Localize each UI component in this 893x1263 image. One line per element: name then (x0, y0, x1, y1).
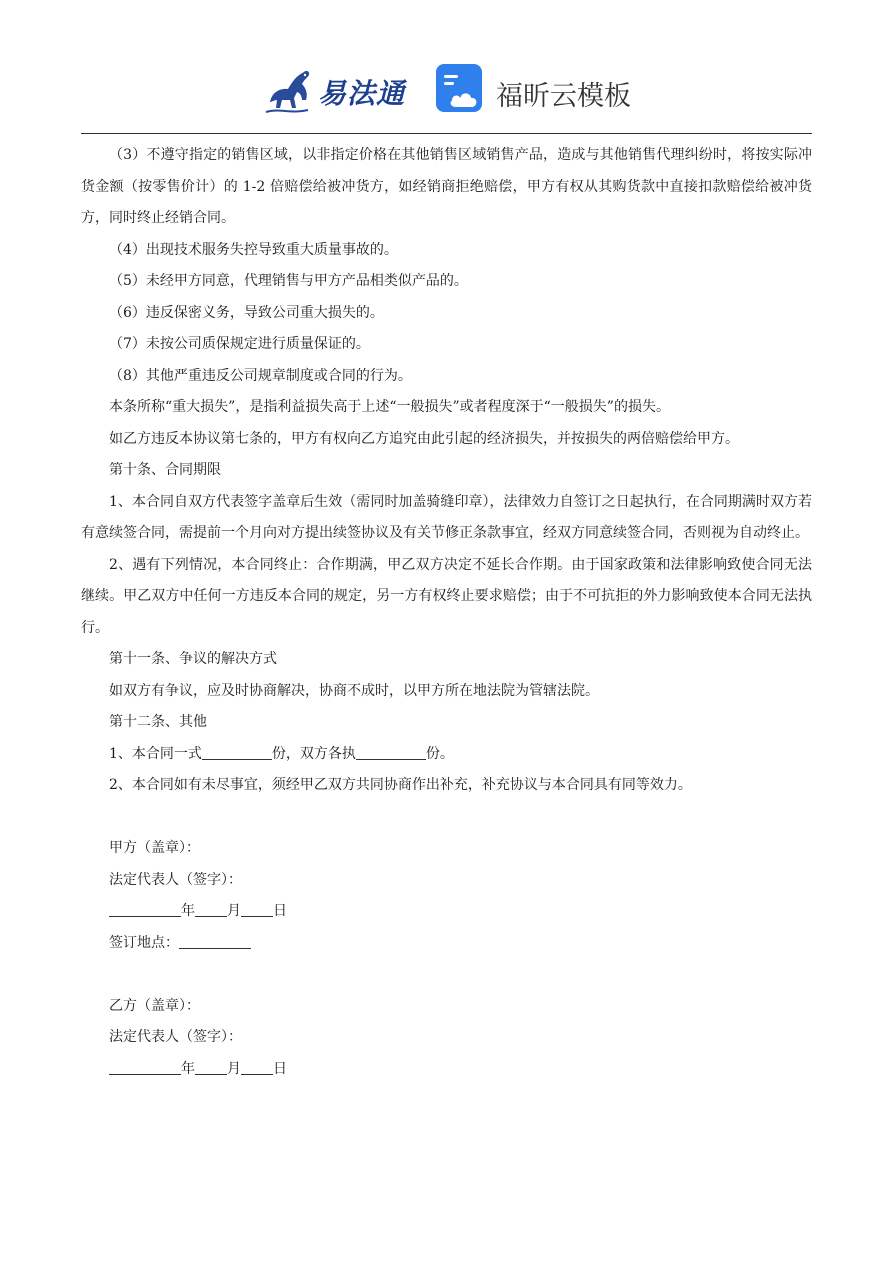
copies-each-blank (356, 744, 426, 760)
article-12-heading: 第十二条、其他 (109, 714, 207, 730)
party-a-seal-label: 甲方（盖章）： (109, 840, 200, 856)
party-b-seal-label: 乙方（盖章）： (109, 997, 200, 1014)
clause-item-4: （4）出现技术服务失控导致重大质量事故的。 (109, 241, 398, 258)
party-a-rep-label: 法定代表人（签字）： (109, 871, 242, 888)
clause-item-3: （3）不遵守指定的销售区域，以非指定价格在其他销售区域销售产品，造成与其他销售代理纠纷时，将按实际冲货金额（按零售价计）的 1-2 倍赔偿给被冲货方，如经销商拒绝赔偿，甲方有权从其购货款中直接扣款赔偿给被冲货方，同时终止经销合同。 (81, 147, 812, 226)
page-header (0, 0, 893, 134)
clause-item-6: （6）违反保密义务，导致公司重大损失的。 (109, 304, 384, 321)
article-12-item-2: 2、本合同如有未尽事宜，须经甲乙双方共同协商作出补充，补充协议与本合同具有同等效力。 (109, 777, 692, 793)
major-loss-definition: 本条所称“重大损失”，是指利益损失高于上述“一般损失”或者程度深于“一般损失”的损失。 (109, 399, 670, 415)
party-a-date-line: 年 月 日 (81, 896, 812, 928)
horse-emblem-icon (262, 62, 320, 120)
article-10-item-2: 2、遇有下列情况，本合同终止：合作期满，甲乙双方决定不延长合作期。由于国家政策和法律影响致使合同无法继续。甲乙双方中任何一方违反本合同的规定，另一方有权终止要求赔偿；由于不可抗拒的外力影响致使本合同无法执行。 (81, 556, 812, 636)
article-11-text: 如双方有争议，应及时协商解决，协商不成时，以甲方所在地法院为管辖法院。 (109, 682, 599, 699)
article-12-item-1: 1、本合同一式 份，双方各执 份。 (109, 745, 454, 762)
header-divider (81, 133, 812, 134)
copies-blank (202, 744, 272, 760)
article-11-heading: 第十一条、争议的解决方式 (109, 651, 277, 667)
clause-item-8: （8）其他严重违反公司规章制度或合同的行为。 (109, 367, 412, 384)
party-b-date-line: 年 月 日 (81, 1054, 812, 1086)
cloud-document-icon (436, 64, 486, 116)
document-body (81, 140, 812, 1085)
brand-left-text: 易法通 (318, 77, 406, 110)
party-b-rep-label: 法定代表人（签字）： (109, 1029, 242, 1045)
fuxin-logo (436, 64, 646, 120)
clause-item-7: （7）未按公司质保规定进行质量保证的。 (109, 336, 370, 352)
violation-clause: 如乙方违反本协议第七条的，甲方有权向乙方追究由此引起的经济损失，并按损失的两倍赔偿给甲方。 (109, 430, 739, 447)
brand-right-text: 福昕云模板 (496, 81, 631, 112)
yifatong-logo (262, 62, 412, 118)
signing-place-line: 签订地点： (81, 928, 812, 960)
article-10-heading: 第十条、合同期限 (109, 462, 221, 478)
article-10-item-1: 1、本合同自双方代表签字盖章后生效（需同时加盖骑缝印章），法律效力自签订之日起执行，在合同期满时双方若有意续签合同，需提前一个月向对方提出续签协议及有关节修正条款事宜，经双方同意续签合同，否则视为自动终止。 (81, 493, 812, 541)
clause-item-5: （5）未经甲方同意，代理销售与甲方产品相类似产品的。 (109, 273, 468, 289)
